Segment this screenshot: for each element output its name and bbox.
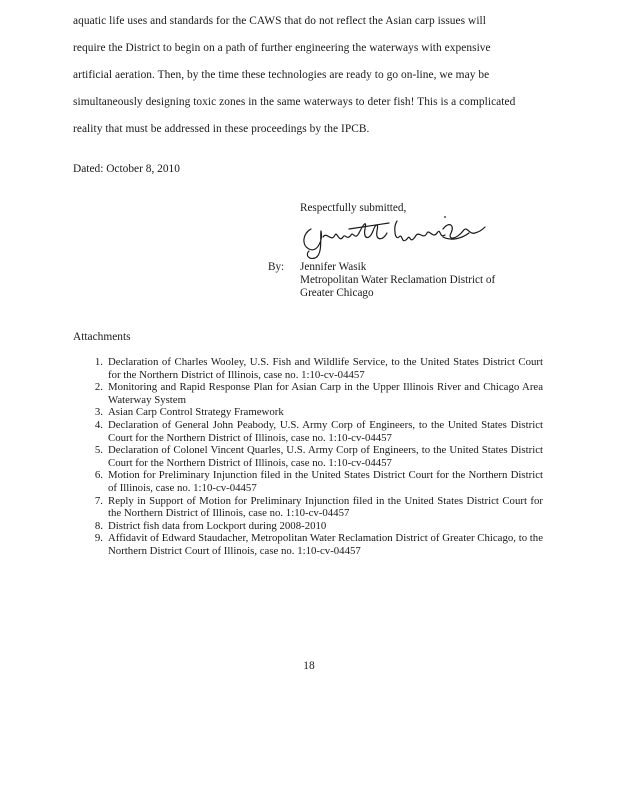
attachment-number: 2.: [94, 381, 103, 394]
attachment-text: Declaration of General John Peabody, U.S. Army Corp of Engineers, to the United States District Court for the Northern District of Illinois, case no. 1:10-cv-04457: [108, 418, 543, 444]
attachment-item: [81, 444, 543, 469]
handwritten-signature: [293, 211, 493, 259]
date-line: Dated: October 8, 2010: [73, 163, 180, 175]
paragraph-line: simultaneously designing toxic zones in the same waterways to deter fish! This is a complicated: [73, 96, 516, 108]
attachment-item: [81, 532, 543, 557]
closing-text: Respectfully submitted,: [300, 202, 407, 214]
signer-name: Jennifer Wasik: [300, 261, 367, 273]
attachment-number: 8.: [94, 519, 103, 532]
attachment-item: [81, 495, 543, 520]
attachment-item: [81, 469, 543, 494]
signer-org-line: Metropolitan Water Reclamation District of: [300, 274, 496, 286]
attachment-number: 7.: [94, 494, 103, 507]
attachment-item: [81, 520, 543, 533]
paragraph-line: aquatic life uses and standards for the CAWS that do not reflect the Asian carp issues will: [73, 15, 486, 27]
paragraph-line: require the District to begin on a path of further engineering the waterways with expensive: [73, 42, 491, 54]
attachment-item: [81, 419, 543, 444]
attachments-list: [81, 356, 543, 558]
attachment-item: [81, 381, 543, 406]
attachment-text: Affidavit of Edward Staudacher, Metropolitan Water Reclamation District of Greater Chicago, to the Northern District Court of Illinois, case no. 1:10-cv-04457: [108, 532, 543, 557]
signature-block: [268, 201, 580, 299]
attachment-number: 5.: [94, 444, 103, 457]
attachment-number: 1.: [94, 356, 103, 368]
attachment-text: Reply in Support of Motion for Preliminary Injunction filed in the United States District Court for the Northern District of Illinois, case no. 1:10-cv-04457: [108, 494, 543, 520]
paragraph-line: artificial aeration. Then, by the time these technologies are ready to go on-line, we may be: [73, 69, 490, 81]
page-number: 18: [303, 660, 315, 672]
attachment-item: [81, 406, 543, 419]
attachment-text: Declaration of Colonel Vincent Quarles, U.S. Army Corp of Engineers, to the United States District Court for the Northern District of Illinois, case no. 1:10-cv-04457: [108, 444, 543, 469]
attachment-text: Asian Carp Control Strategy Framework: [108, 406, 284, 419]
attachments-heading: Attachments: [73, 331, 131, 343]
by-label: By:: [268, 261, 285, 273]
signer-details: [300, 261, 495, 300]
attachment-number: 9.: [94, 532, 103, 545]
attachment-text: District fish data from Lockport during 2008-2010: [108, 519, 327, 532]
attachment-text: Declaration of Charles Wooley, U.S. Fish and Wildlife Service, to the United States District Court for the Northern District of Illinois, case no. 1:10-cv-04457: [108, 356, 543, 381]
paragraph-line: reality that must be addressed in these proceedings by the IPCB.: [73, 123, 370, 135]
attachment-text: Motion for Preliminary Injunction filed in the United States District Court for the Northern District of Illinois, case no. 1:10-cv-04457: [108, 469, 543, 494]
signer-org-line: Greater Chicago: [300, 287, 374, 299]
attachment-number: 3.: [94, 406, 103, 419]
attachment-number: 4.: [94, 418, 103, 431]
attachment-number: 6.: [94, 469, 103, 482]
attachment-item: [81, 356, 543, 381]
attachment-text: Monitoring and Rapid Response Plan for Asian Carp in the Upper Illinois River and Chicago Area Waterway System: [108, 381, 543, 406]
